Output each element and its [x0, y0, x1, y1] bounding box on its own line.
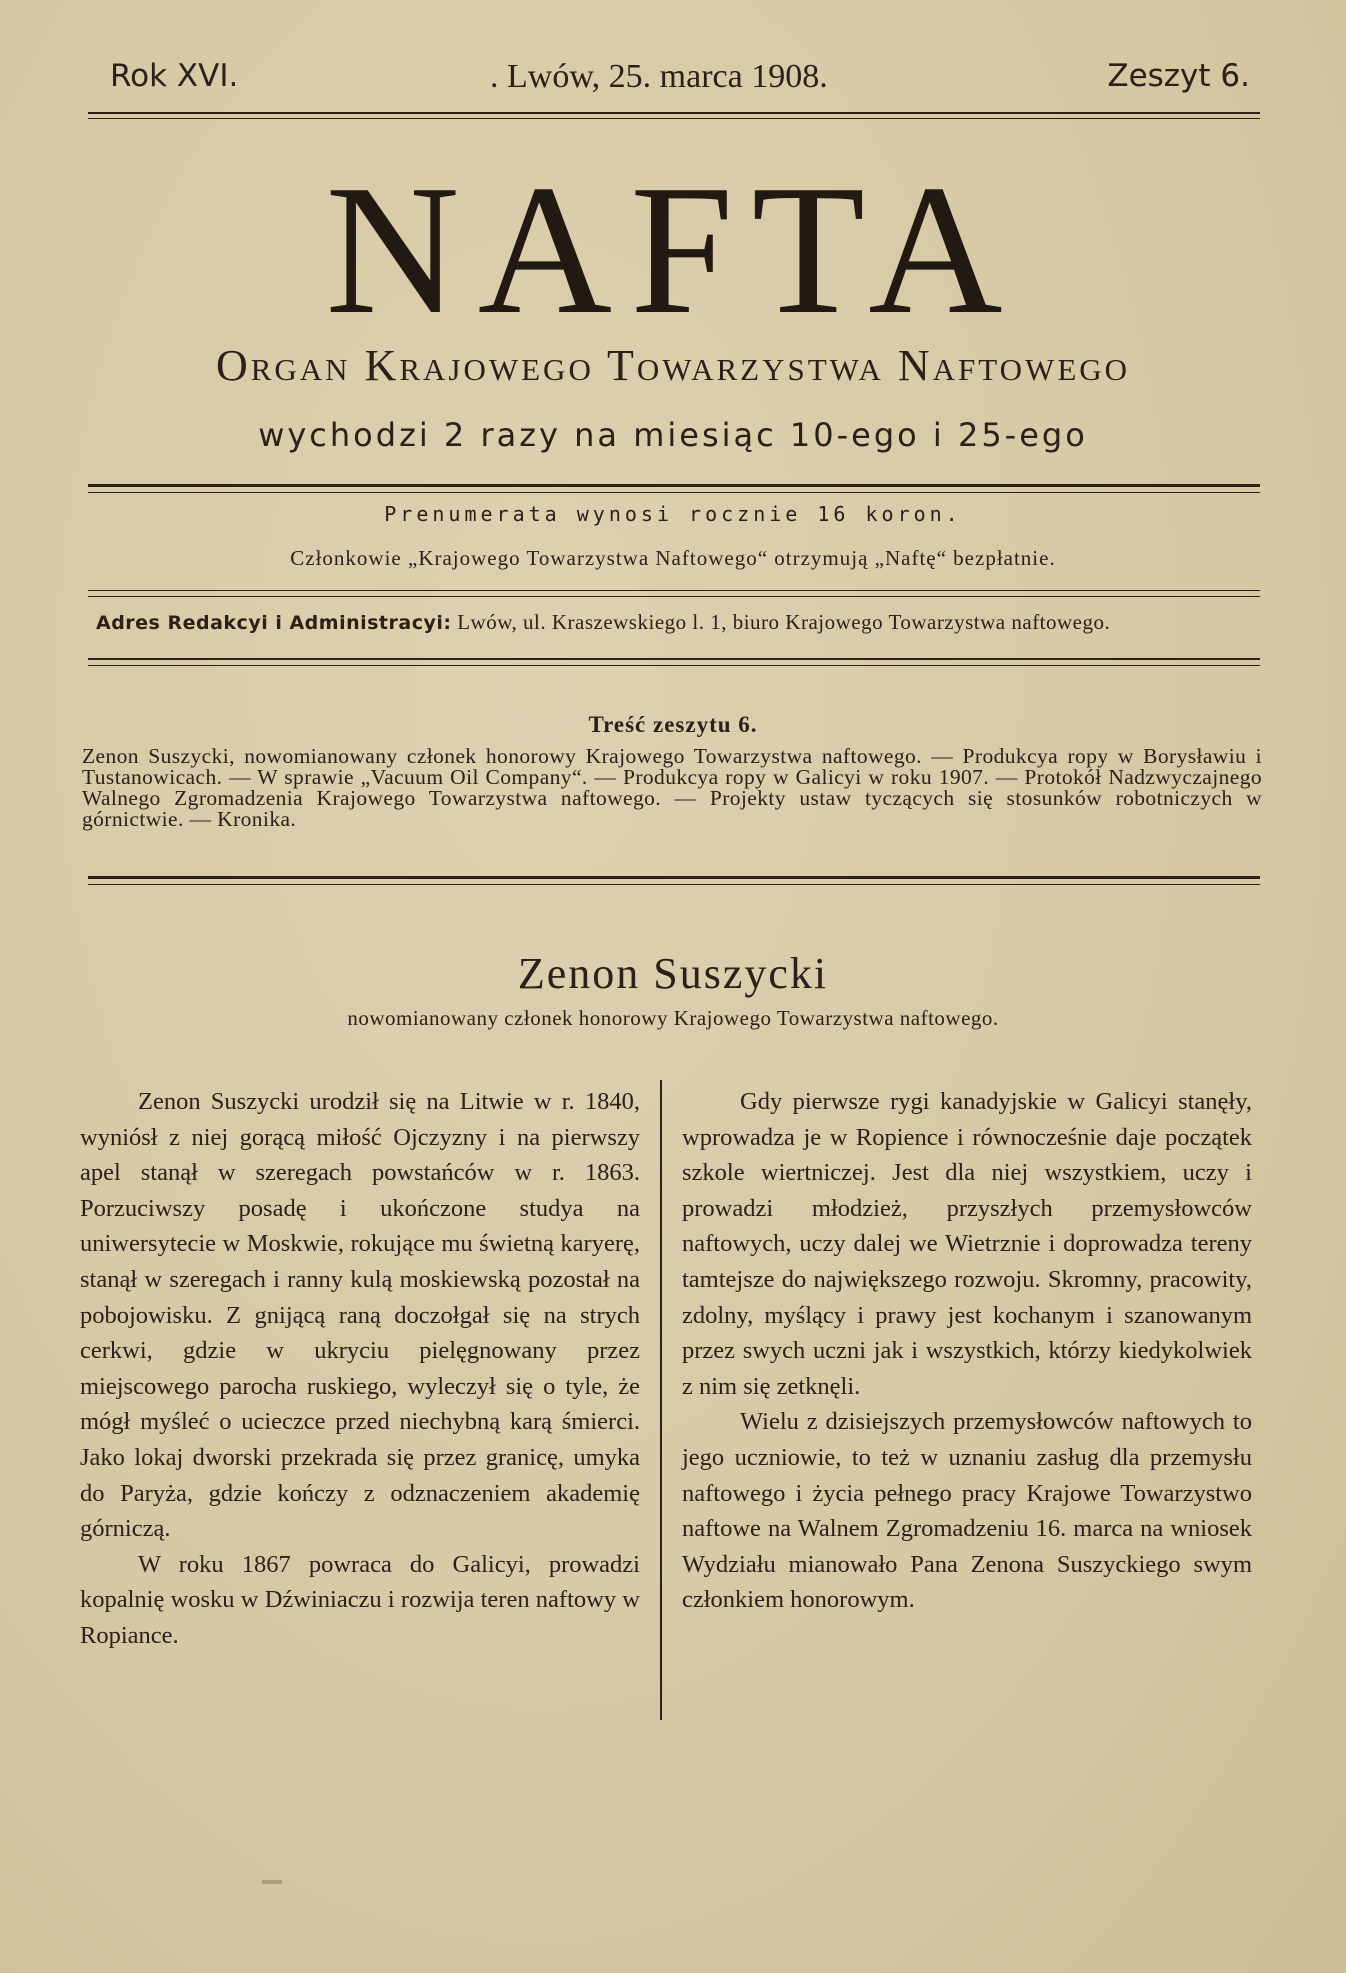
article-column-right: [682, 1084, 1252, 1618]
volume-number: Rok XVI.: [110, 58, 239, 94]
contents-text: Zenon Suszycki, nowomianowany członek honorowy Krajowego Towarzystwa naftowego. — Produkcya ropy w Borysławiu i Tustanowicach. — W sprawie „Vacuum Oil Company“. — Produkcya ropy w Galicyi w roku 1907. — Protokół Nadzwyczajnego Walnego Zgromadzenia Krajowego Towarzystwa naftowego. — Projekty ustaw tyczących się stosunków robotniczych w górnictwie. — Kronika.: [82, 744, 1262, 831]
address-rule-top: [88, 590, 1260, 591]
article-subtitle: nowomianowany członek honorowy Krajowego Towarzystwa naftowego.: [347, 1006, 999, 1030]
masthead-rule: [88, 484, 1260, 487]
issue-header: [100, 58, 1256, 118]
paper-mark: [262, 1880, 282, 1884]
publication-frequency: wychodzi 2 razy na miesiąc 10-ego i 25-ego: [258, 416, 1088, 454]
issue-number: Zeszyt 6.: [1107, 58, 1250, 94]
paragraph: Gdy pierwsze rygi kanadyjskie w Galicyi stanęły, wprowadza je w Ropience i równocześnie daje początek szkole wiertniczej. Jest dla niej wszystkiem, uczy i prowadzi młodzież, przyszłych przemysłowców naftowych, uczy dalej we Wietrznie i doprowadza tereny tamtejsze do największego rozwoju. Skromny, pracowity, zdolny, myślący i prawy jest kochanym i szanowanym przez swych uczni jak i wszystkich, którzy kiedykolwiek z nim się zetknęli.: [682, 1088, 1252, 1400]
address-value: Lwów, ul. Kraszewskiego l. 1, biuro Krajowego Towarzystwa naftowego.: [457, 610, 1111, 634]
masthead-rule-thin: [88, 492, 1260, 493]
contents-heading: Treść zeszytu 6.: [588, 712, 758, 737]
article-title: Zenon Suszycki: [517, 949, 829, 998]
article-column-left: [80, 1084, 640, 1654]
header-rule: [88, 112, 1260, 114]
subscription-price: Prenumerata wynosi rocznie 16 koron.: [384, 502, 962, 526]
contents-rule: [88, 876, 1260, 879]
header-rule-thin: [88, 118, 1260, 119]
address-label: Adres Redakcyi i Administracyi:: [96, 612, 452, 634]
contents-rule-thin: [88, 884, 1260, 885]
address-rule-top-2: [88, 596, 1260, 597]
masthead-subtitle: Organ Krajowego Towarzystwa Naftowego: [215, 341, 1131, 390]
column-divider: [660, 1080, 662, 1720]
editorial-address: [96, 610, 1260, 635]
paragraph: Wielu z dzisiejszych przemysłowców naftowych to jego uczniowie, to też w uznaniu zasług dla przemysłu naftowego i życia pełnego pracy Krajowe Towarzystwo naftowe na Walnem Zgromadzeniu 16. marca na wniosek Wydziału mianowało Pana Zenona Suszyckiego swym członkiem honorowym.: [682, 1408, 1252, 1614]
address-rule-bottom: [88, 658, 1260, 660]
members-note: Członkowie „Krajowego Towarzystwa Naftowego“ otrzymują „Naftę“ bezpłatnie.: [290, 546, 1056, 570]
address-rule-bottom-thin: [88, 665, 1260, 666]
paragraph: W roku 1867 powraca do Galicyi, prowadzi kopalnię wosku w Dźwiniaczu i rozwija teren naftowy w Ropiance.: [80, 1550, 640, 1649]
masthead-title: NAFTA: [325, 147, 1021, 353]
place-and-date: . Lwów, 25. marca 1908.: [490, 58, 828, 95]
paragraph: Zenon Suszycki urodził się na Litwie w r. 1840, wyniósł z niej gorącą miłość Ojczyzny i na pierwszy apel stanął w szeregach powstańców w r. 1863. Porzuciwszy posadę i ukończone studya na uniwersytecie w Moskwie, rokujące mu świetną karyerę, stanął w szeregach i ranny kulą moskiewską pozostał na pobojowisku. Z gnijącą raną doczołgał się na strych cerkwi, gdzie w ukryciu pielęgnowany przez miejscowego parocha ruskiego, wyleczył się o tyle, że mógł myśleć o ucieczce przed niechybną karą śmierci. Jako lokaj dworski przekrada się przez granicę, umyka do Paryża, gdzie kończy z odznaczeniem akademię górniczą.: [80, 1088, 640, 1543]
